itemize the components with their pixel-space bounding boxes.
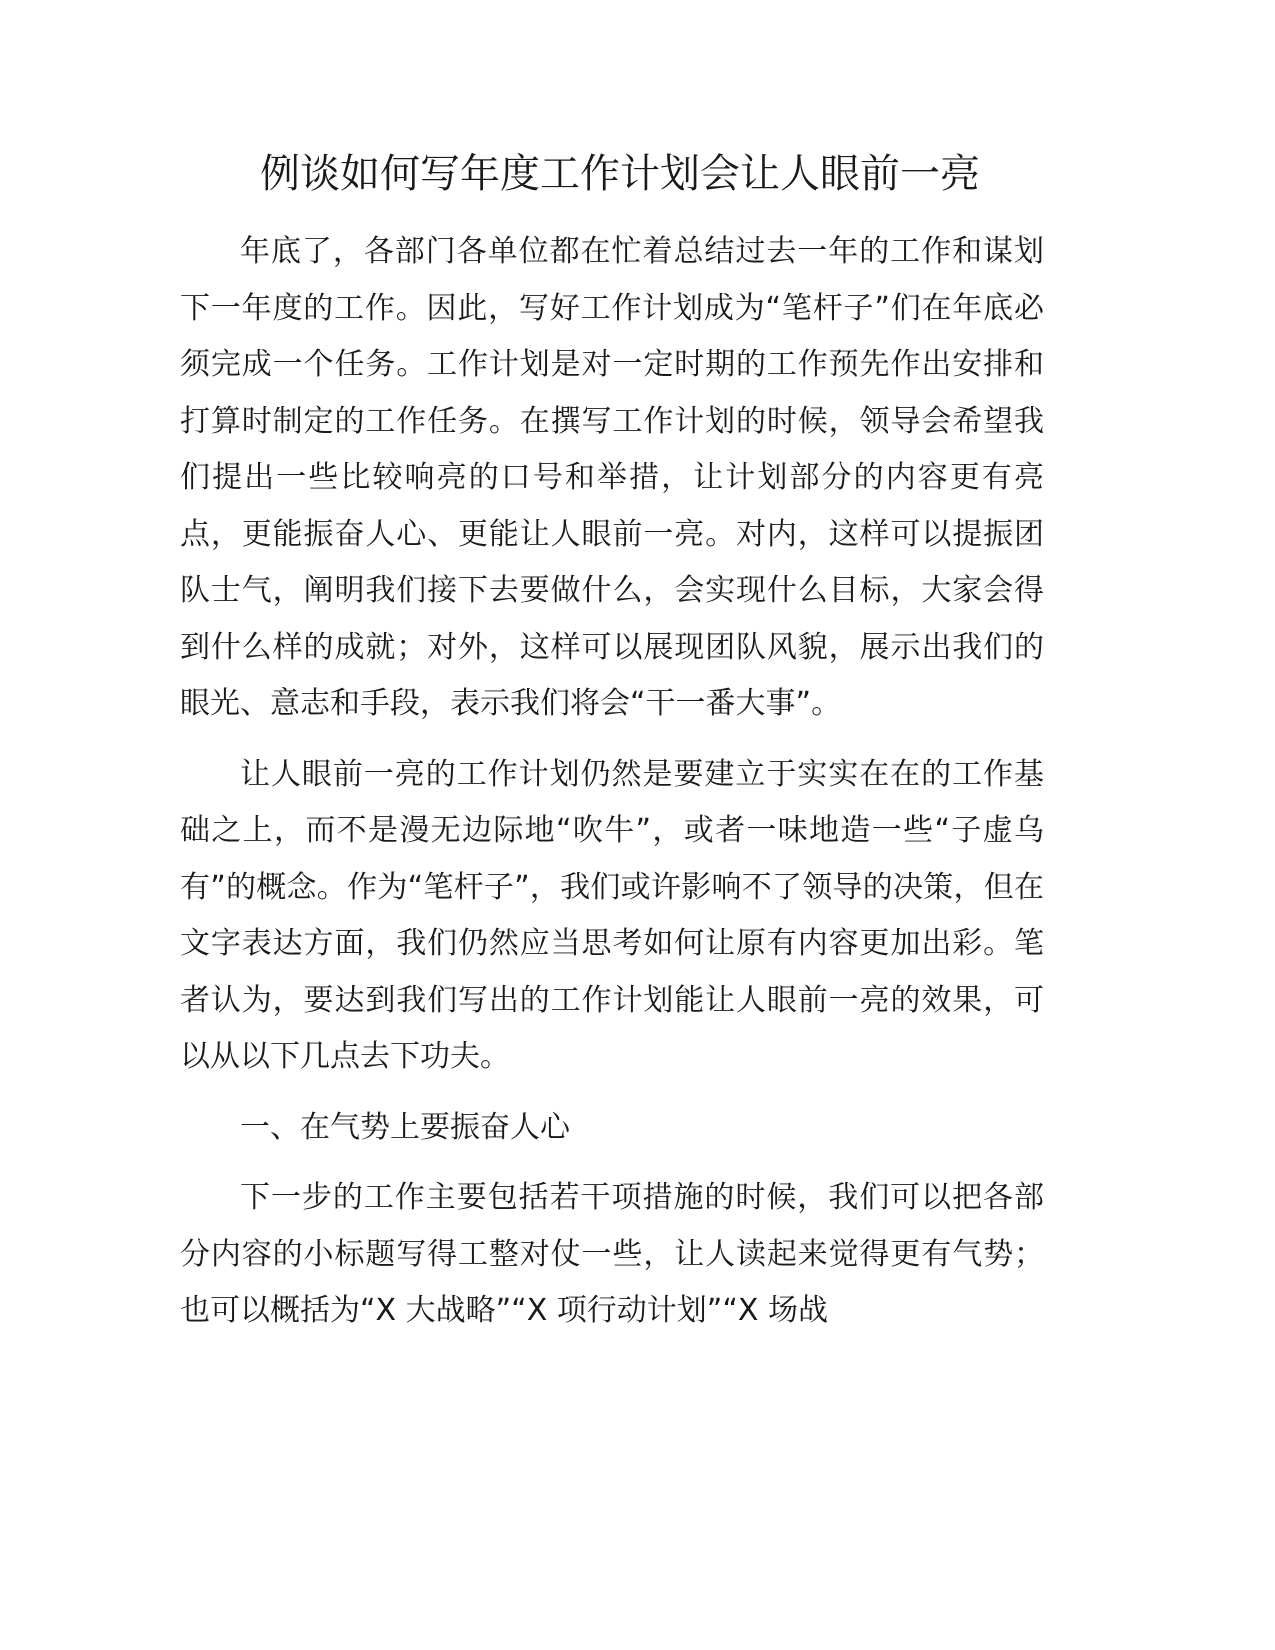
paragraph-section-one: 下一步的工作主要包括若干项措施的时候，我们可以把各部分内容的小标题写得工整对仗一些，让人读起来觉得更有气势；也可以概括为“X 大战略”“X 项行动计划”“X 场战: [180, 1180, 1044, 1328]
paragraph-foundation: 让人眼前一亮的工作计划仍然是要建立于实实在在的工作基础之上，而不是漫无边际地“吹牛”，或者一味地造一些“子虚乌有”的概念。作为“笔杆子”，我们或许影响不了领导的决策，但在文字表达方面，我们仍然应当思考如何让原有内容更加出彩。笔者认为，要达到我们写出的工作计划能让人眼前一亮的效果，可以从以下几点去下功夫。: [180, 756, 1044, 1074]
paragraph-intro: 年底了，各部门各单位都在忙着总结过去一年的工作和谋划下一年度的工作。因此，写好工作计划成为“笔杆子”们在年底必须完成一个任务。工作计划是对一定时期的工作预先作出安排和打算时制定的工作任务。在撰写工作计划的时候，领导会希望我们提出一些比较响亮的口号和举措，让计划部分的内容更有亮点，更能振奋人心、更能让人眼前一亮。对内，这样可以提振团队士气，阐明我们接下去要做什么，会实现什么目标，大家会得到什么样的成就；对外，这样可以展现团队风貌，展示出我们的眼光、意志和手段，表示我们将会“干一番大事”。: [180, 234, 1044, 721]
document-title: 例谈如何写年度工作计划会让人眼前一亮: [260, 151, 980, 197]
document-body: [180, 224, 1044, 1340]
section-heading: 一、在气势上要振奋人心: [240, 1109, 570, 1145]
